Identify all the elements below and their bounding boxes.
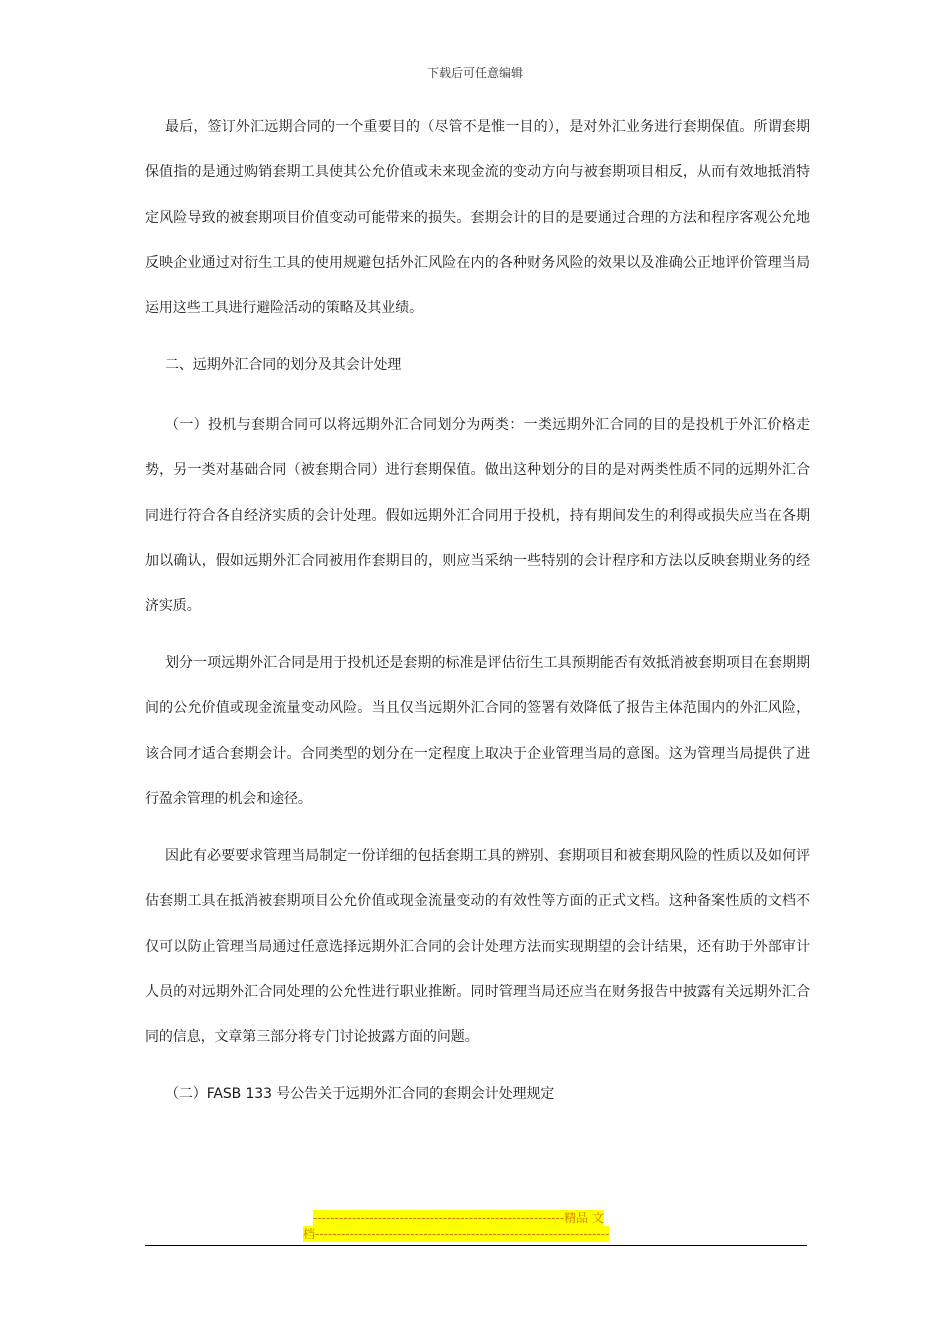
paragraph-documentation: 因此有必要要求管理当局制定一份详细的包括套期工具的辨别、套期项目和被套期风险的性质以及如何评估套期工具在抵消被套期项目公允价值或现金流量变动的有效性等方面的正式文档。这种备案性质的文档不仅可以防止管理当局通过任意选择远期外汇合同的会计处理方法而实现期望的会计结果，还有助于外部审计人员的对远期外汇合同处理的公允性进行职业推断。同时管理当局还应当在财务报告中披露有关远期外汇合同的信息，文章第三部分将专门讨论披露方面的问题。 [145, 848, 810, 1046]
paragraph-speculation-hedge: （一）投机与套期合同可以将远期外汇合同划分为两类：一类远期外汇合同的目的是投机于外汇价格走势，另一类对基础合同（被套期合同）进行套期保值。做出这种划分的目的是对两类性质不同的远期外汇合同进行符合各自经济实质的会计处理。假如远期外汇合同用于投机，持有期间发生的利得或损失应当在各期加以确认，假如远期外汇合同被用作套期目的，则应当采纳一些特别的会计程序和方法以反映套期业务的经济实质。 [145, 417, 810, 615]
footer-line-2: 档-------------------------------------------------------------------- [303, 1227, 610, 1241]
page-header: 下载后可任意编辑 [426, 66, 523, 80]
footer-divider [145, 1245, 807, 1246]
section-heading-two: 二、远期外汇合同的划分及其会计处理 [165, 357, 402, 373]
paragraph-hedging-purpose: 最后，签订外汇远期合同的一个重要目的（尽管不是惟一目的），是对外汇业务进行套期保值。所谓套期保值指的是通过购销套期工具使其公允价值或未来现金流的变动方向与被套期项目相反，从而有效地抵消特定风险导致的被套期项目价值变动可能带来的损失。套期会计的目的是要通过合理的方法和程序客观公允地反映企业通过对衍生工具的使用规避包括外汇风险在内的各种财务风险的效果以及准确公正地评价管理当局运用这些工具进行避险活动的策略及其业绩。 [145, 119, 810, 317]
footer-line-1: ----------------------------------------------------------精品 文 [313, 1211, 604, 1225]
subsection-heading-fasb133: （二）FASB 133 号公告关于远期外汇合同的套期会计处理规定 [165, 1086, 555, 1102]
paragraph-classification-criteria: 划分一项远期外汇合同是用于投机还是套期的标准是评估衍生工具预期能否有效抵消被套期项目在套期期间的公允价值或现金流量变动风险。当且仅当远期外汇合同的签署有效降低了报告主体范围内的外汇风险，该合同才适合套期会计。合同类型的划分在一定程度上取决于企业管理当局的意图。这为管理当局提供了进行盈余管理的机会和途径。 [145, 655, 810, 807]
